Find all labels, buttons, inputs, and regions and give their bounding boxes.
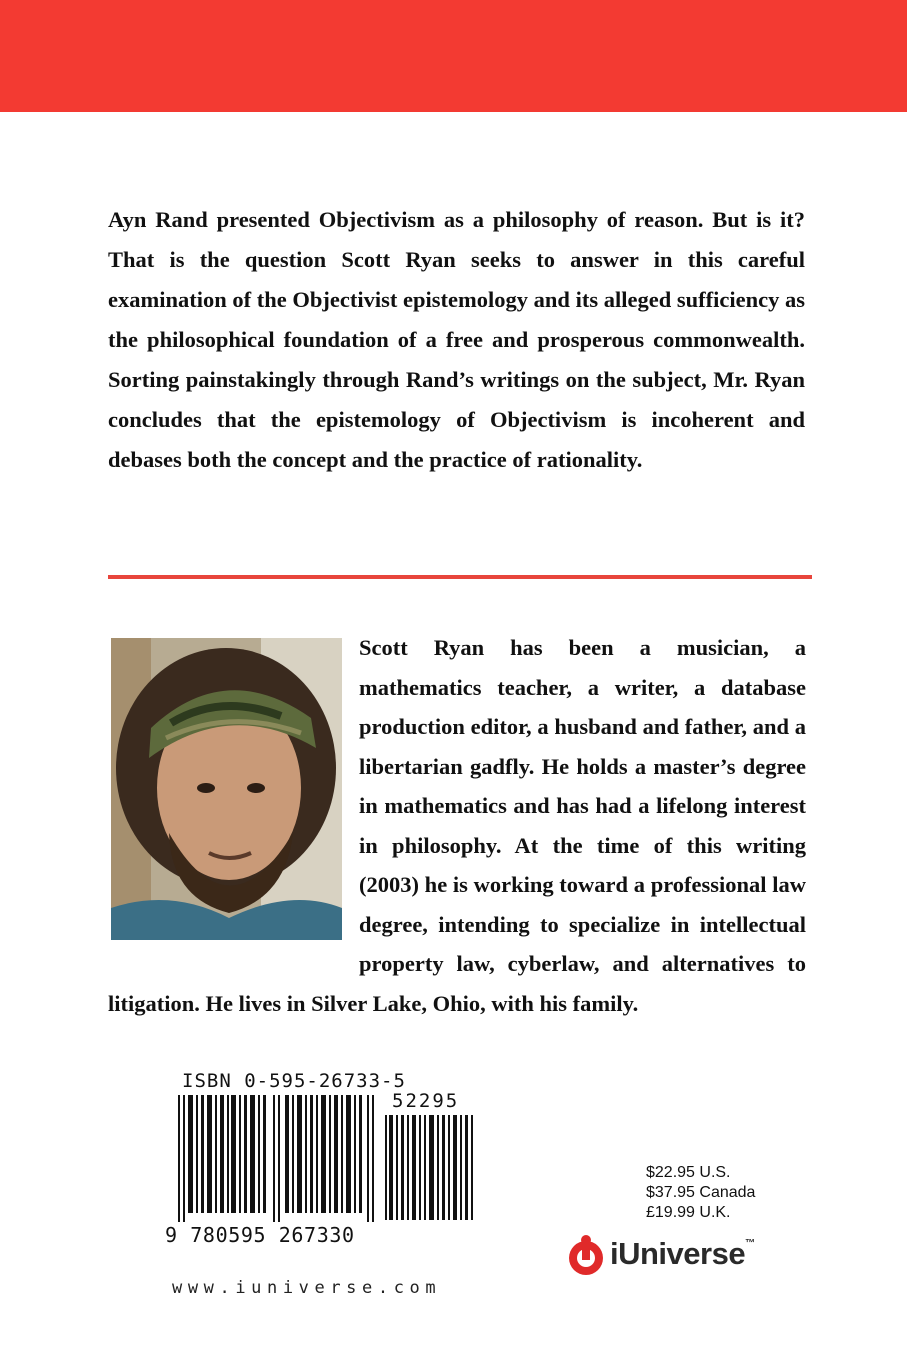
author-bio-text: Scott Ryan has been a musician, a mathematics teacher, a writer, a database production editor, a husband and father, and a libertarian gadfly. He holds a master’s degree in mathematics and has had a lifelong interest in philosophy. At the time of this writing (2003) he is working toward a professional law degree, intending to specialize in intellectual property law, cyberlaw, and alternatives to litigation. He lives in Silver Lake, Ohio, with his family. (108, 635, 806, 1016)
back-cover-blurb: Ayn Rand presented Objectivism as a philosophy of reason. But is it? That is the question Scott Ryan seeks to answer in this careful examination of the Objectivist epistemology and its alleged sufficiency as the philosophical foundation of a free and prosperous commonwealth. Sorting painstakingly through Rand’s writings on the subject, Mr. Ryan concludes that the epistemology of Objectivism is incoherent and debases both the concept and the practice of rationality. (108, 207, 805, 472)
publisher-name: iUniverse™ (610, 1236, 755, 1271)
ean-barcode (178, 1095, 376, 1222)
price-canada: $37.95 Canada (646, 1184, 756, 1201)
ean-digits: 9 780595 267330 (165, 1223, 355, 1247)
addon-digits: 52295 (392, 1090, 460, 1112)
price-addon-barcode (385, 1115, 477, 1220)
price-uk: £19.99 U.K. (646, 1204, 731, 1221)
price-us: $22.95 U.S. (646, 1164, 731, 1181)
iuniverse-swirl-icon (566, 1232, 606, 1278)
author-bio-block (108, 628, 806, 1023)
section-divider (108, 575, 812, 579)
top-color-band (0, 0, 907, 112)
price-list (646, 1163, 755, 1223)
author-photo (111, 638, 342, 940)
publisher-website[interactable]: www.iuniverse.com (172, 1278, 442, 1298)
isbn-label: ISBN 0-595-26733-5 (182, 1070, 406, 1092)
